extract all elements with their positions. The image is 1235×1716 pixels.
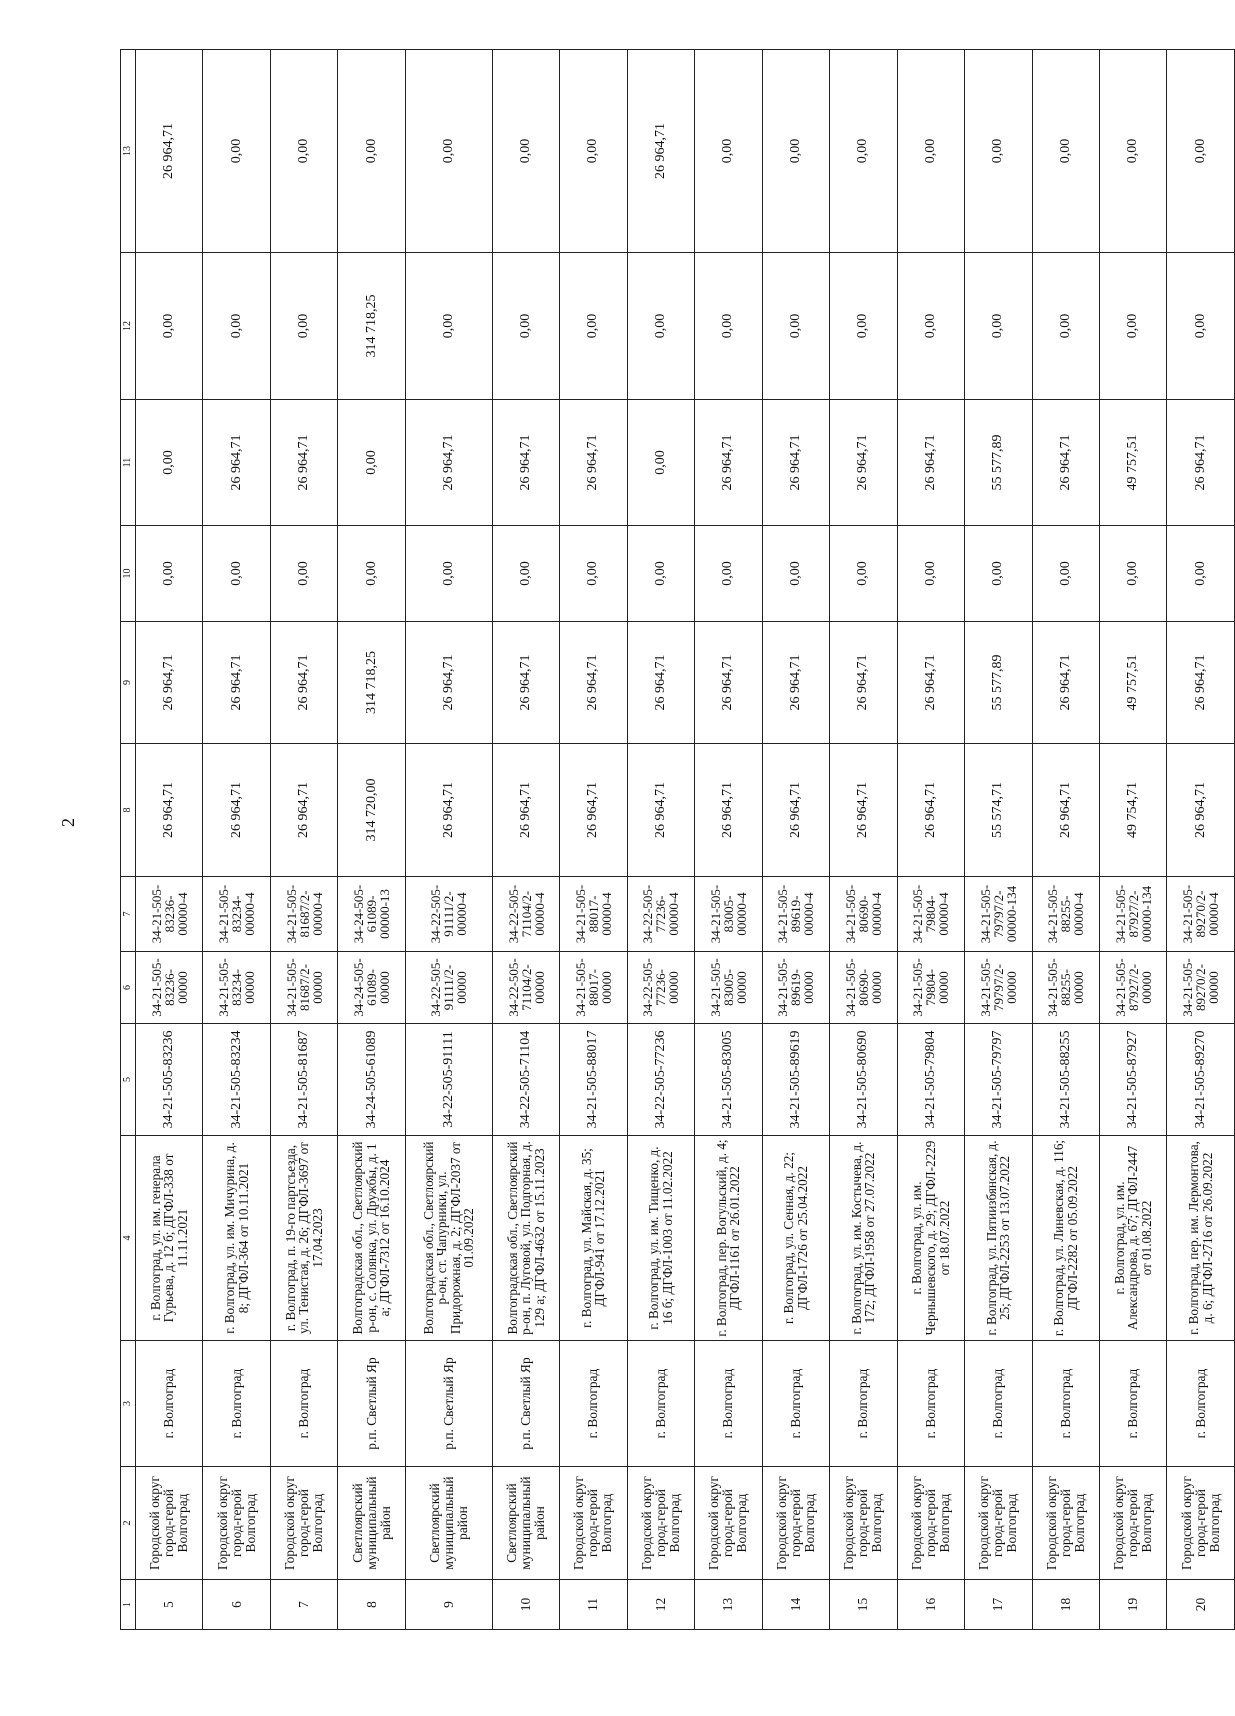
cell-code-6: 34-22-505-91111/2-00000 [405, 952, 492, 1024]
column-number-9: 9 [121, 622, 136, 744]
cell-municipality: Городской округ город-герой Волгоград [270, 1467, 337, 1580]
cell-amount-13: 0,00 [762, 50, 829, 253]
cell-code-6: 34-21-505-83236-00000 [136, 952, 203, 1024]
cell-amount-8: 26 964,71 [270, 744, 337, 877]
cell-settlement: г. Волгоград [1167, 1341, 1235, 1467]
cell-amount-8: 26 964,71 [1032, 744, 1099, 877]
cell-settlement: г. Волгоград [695, 1341, 762, 1467]
table-row [897, 50, 964, 1630]
cell-row-number: 10 [492, 1580, 559, 1630]
cell-amount-12: 0,00 [830, 253, 897, 400]
cell-amount-8: 314 720,00 [338, 744, 405, 877]
cell-amount-11: 26 964,71 [1032, 400, 1099, 526]
cell-amount-8: 26 964,71 [136, 744, 203, 877]
cell-amount-10: 0,00 [270, 526, 337, 622]
cell-municipality: Светлоярский муниципальный район [338, 1467, 405, 1580]
cell-settlement: г. Волгоград [560, 1341, 627, 1467]
table-row [203, 50, 270, 1630]
cell-row-number: 6 [203, 1580, 270, 1630]
cell-code-6: 34-21-505-87927/2-00000 [1099, 952, 1166, 1024]
cell-settlement: г. Волгоград [627, 1341, 694, 1467]
cell-amount-9: 26 964,71 [1032, 622, 1099, 744]
cell-code-6: 34-21-505-88017-00000 [560, 952, 627, 1024]
cell-code-5: 34-21-505-83234 [203, 1024, 270, 1136]
cell-address-contract: г. Волгоград, ул. Пятиизбянская, д. 25; ДГФЛ-2253 от 13.07.2022 [965, 1136, 1032, 1341]
cell-row-number: 18 [1032, 1580, 1099, 1630]
cell-amount-10: 0,00 [492, 526, 559, 622]
cell-row-number: 14 [762, 1580, 829, 1630]
cell-amount-12: 0,00 [965, 253, 1032, 400]
cell-amount-13: 0,00 [1032, 50, 1099, 253]
cell-amount-12: 0,00 [560, 253, 627, 400]
column-number-2: 2 [121, 1467, 136, 1580]
cell-amount-12: 0,00 [1167, 253, 1235, 400]
cell-code-5: 34-21-505-88017 [560, 1024, 627, 1136]
cell-municipality: Городской округ город-герой Волгоград [695, 1467, 762, 1580]
cell-code-6: 34-21-505-88255-00000 [1032, 952, 1099, 1024]
cell-amount-12: 314 718,25 [338, 253, 405, 400]
cell-municipality: Городской округ город-герой Волгоград [560, 1467, 627, 1580]
cell-amount-11: 26 964,71 [560, 400, 627, 526]
table-row [965, 50, 1032, 1630]
cell-amount-8: 26 964,71 [560, 744, 627, 877]
cell-amount-10: 0,00 [203, 526, 270, 622]
cell-amount-13: 0,00 [405, 50, 492, 253]
column-number-1: 1 [121, 1580, 136, 1630]
cell-settlement: г. Волгоград [897, 1341, 964, 1467]
cell-amount-11: 26 964,71 [695, 400, 762, 526]
cell-amount-13: 0,00 [1167, 50, 1235, 253]
data-table [120, 49, 1235, 1630]
cell-amount-10: 0,00 [965, 526, 1032, 622]
column-number-header [121, 50, 136, 1630]
cell-code-6: 34-21-505-83005-00000 [695, 952, 762, 1024]
cell-settlement: р.п. Светлый Яр [492, 1341, 559, 1467]
table-row [762, 50, 829, 1630]
cell-settlement: г. Волгоград [270, 1341, 337, 1467]
cell-code-7: 34-21-505-89270/2-00000-4 [1167, 877, 1235, 952]
cell-municipality: Городской округ город-герой Волгоград [762, 1467, 829, 1580]
cell-amount-8: 55 574,71 [965, 744, 1032, 877]
cell-code-6: 34-24-505-61089-00000 [338, 952, 405, 1024]
cell-code-7: 34-21-505-81687/2-00000-4 [270, 877, 337, 952]
cell-amount-8: 26 964,71 [203, 744, 270, 877]
cell-address-contract: г. Волгоград, пер. им. Лермонтова, д. 6; ДГФЛ-2716 от 26.09.2022 [1167, 1136, 1235, 1341]
header-row [121, 50, 136, 1630]
cell-amount-10: 0,00 [897, 526, 964, 622]
cell-amount-11: 26 964,71 [762, 400, 829, 526]
cell-amount-9: 26 964,71 [830, 622, 897, 744]
table-row [338, 50, 405, 1630]
table-body [136, 50, 1235, 1630]
table-container [120, 50, 1235, 1630]
cell-code-6: 34-21-505-81687/2-00000 [270, 952, 337, 1024]
cell-code-7: 34-22-505-91111/2-00000-4 [405, 877, 492, 952]
cell-amount-9: 26 964,71 [695, 622, 762, 744]
cell-code-7: 34-21-505-80690-00000-4 [830, 877, 897, 952]
cell-amount-13: 0,00 [492, 50, 559, 253]
table-row [627, 50, 694, 1630]
cell-amount-9: 26 964,71 [405, 622, 492, 744]
cell-code-5: 34-22-505-77236 [627, 1024, 694, 1136]
cell-code-6: 34-21-505-89619-00000 [762, 952, 829, 1024]
cell-code-7: 34-21-505-83005-00000-4 [695, 877, 762, 952]
cell-municipality: Городской округ город-герой Волгоград [627, 1467, 694, 1580]
page-number: 2 [58, 818, 78, 827]
cell-amount-10: 0,00 [627, 526, 694, 622]
cell-amount-12: 0,00 [627, 253, 694, 400]
cell-settlement: г. Волгоград [203, 1341, 270, 1467]
cell-address-contract: Волгоградская обл., Светлоярский р-он, ст. Чапурники, ул. Придорожная, д. 2; ДГФЛ-2037 от 01.09.2022 [405, 1136, 492, 1341]
column-number-8: 8 [121, 744, 136, 877]
cell-code-7: 34-22-505-77236-00000-4 [627, 877, 694, 952]
cell-code-5: 34-22-505-91111 [405, 1024, 492, 1136]
table-row [1099, 50, 1166, 1630]
cell-amount-8: 26 964,71 [762, 744, 829, 877]
cell-row-number: 13 [695, 1580, 762, 1630]
cell-row-number: 12 [627, 1580, 694, 1630]
cell-address-contract: г. Волгоград, пер. Вогульский, д. 4; ДГФЛ-1161 от 26.01.2022 [695, 1136, 762, 1341]
column-number-4: 4 [121, 1136, 136, 1341]
table-row [405, 50, 492, 1630]
cell-amount-13: 0,00 [965, 50, 1032, 253]
cell-municipality: Городской округ город-герой Волгоград [1032, 1467, 1099, 1580]
cell-code-7: 34-21-505-79804-00000-4 [897, 877, 964, 952]
column-number-13: 13 [121, 50, 136, 253]
cell-settlement: р.п. Светлый Яр [338, 1341, 405, 1467]
table-row [136, 50, 203, 1630]
column-number-3: 3 [121, 1341, 136, 1467]
cell-amount-10: 0,00 [695, 526, 762, 622]
cell-code-5: 34-21-505-87927 [1099, 1024, 1166, 1136]
cell-code-5: 34-21-505-83236 [136, 1024, 203, 1136]
cell-amount-9: 26 964,71 [627, 622, 694, 744]
cell-municipality: Городской округ город-герой Волгоград [1167, 1467, 1235, 1580]
column-number-5: 5 [121, 1024, 136, 1136]
cell-amount-11: 26 964,71 [405, 400, 492, 526]
cell-address-contract: г. Волгоград, ул. им. Костычева, д. 172; ДГФЛ-1958 от 27.07.2022 [830, 1136, 897, 1341]
table-row [560, 50, 627, 1630]
cell-code-6: 34-21-505-80690-00000 [830, 952, 897, 1024]
cell-code-5: 34-21-505-81687 [270, 1024, 337, 1136]
cell-row-number: 8 [338, 1580, 405, 1630]
cell-amount-9: 49 757,51 [1099, 622, 1166, 744]
cell-code-5: 34-24-505-61089 [338, 1024, 405, 1136]
cell-amount-12: 0,00 [695, 253, 762, 400]
cell-code-5: 34-21-505-89619 [762, 1024, 829, 1136]
cell-amount-13: 0,00 [203, 50, 270, 253]
cell-code-7: 34-21-505-79797/2-00000-134 [965, 877, 1032, 952]
cell-code-5: 34-21-505-89270 [1167, 1024, 1235, 1136]
cell-code-7: 34-21-505-87927/2-00000-134 [1099, 877, 1166, 952]
cell-amount-11: 49 757,51 [1099, 400, 1166, 526]
cell-amount-8: 26 964,71 [830, 744, 897, 877]
cell-row-number: 7 [270, 1580, 337, 1630]
cell-amount-10: 0,00 [405, 526, 492, 622]
cell-amount-9: 26 964,71 [762, 622, 829, 744]
cell-municipality: Городской округ город-герой Волгоград [830, 1467, 897, 1580]
cell-code-7: 34-24-505-61089-00000-13 [338, 877, 405, 952]
table-row [1167, 50, 1235, 1630]
cell-amount-9: 26 964,71 [136, 622, 203, 744]
cell-amount-9: 314 718,25 [338, 622, 405, 744]
cell-amount-9: 26 964,71 [560, 622, 627, 744]
cell-code-5: 34-21-505-79804 [897, 1024, 964, 1136]
cell-amount-11: 55 577,89 [965, 400, 1032, 526]
cell-code-5: 34-21-505-88255 [1032, 1024, 1099, 1136]
cell-amount-10: 0,00 [1099, 526, 1166, 622]
cell-address-contract: г. Волгоград, ул. им. Александрова, д. 67; ДГФЛ-2447 от 01.08.2022 [1099, 1136, 1166, 1341]
cell-code-5: 34-22-505-71104 [492, 1024, 559, 1136]
table-row [492, 50, 559, 1630]
cell-amount-12: 0,00 [203, 253, 270, 400]
cell-amount-11: 0,00 [338, 400, 405, 526]
cell-amount-11: 26 964,71 [270, 400, 337, 526]
cell-amount-8: 26 964,71 [1167, 744, 1235, 877]
cell-code-5: 34-21-505-83005 [695, 1024, 762, 1136]
cell-amount-11: 0,00 [136, 400, 203, 526]
cell-row-number: 9 [405, 1580, 492, 1630]
cell-amount-10: 0,00 [560, 526, 627, 622]
cell-code-7: 34-21-505-89619-00000-4 [762, 877, 829, 952]
cell-municipality: Городской округ город-герой Волгоград [203, 1467, 270, 1580]
cell-code-6: 34-21-505-83234-00000 [203, 952, 270, 1024]
cell-amount-10: 0,00 [136, 526, 203, 622]
cell-amount-8: 26 964,71 [695, 744, 762, 877]
column-number-6: 6 [121, 952, 136, 1024]
cell-code-7: 34-21-505-88255-00000-4 [1032, 877, 1099, 952]
cell-address-contract: г. Волгоград, ул. им. Чернышевского, д. 29; ДГФЛ-2229 от 18.07.2022 [897, 1136, 964, 1341]
cell-amount-13: 0,00 [1099, 50, 1166, 253]
cell-amount-11: 26 964,71 [1167, 400, 1235, 526]
cell-code-7: 34-22-505-71104/2-00000-4 [492, 877, 559, 952]
table-row [695, 50, 762, 1630]
cell-row-number: 5 [136, 1580, 203, 1630]
cell-code-6: 34-22-505-71104/2-00000 [492, 952, 559, 1024]
cell-settlement: г. Волгоград [965, 1341, 1032, 1467]
cell-amount-13: 0,00 [897, 50, 964, 253]
cell-amount-11: 26 964,71 [203, 400, 270, 526]
cell-code-6: 34-21-505-89270/2-00000 [1167, 952, 1235, 1024]
table-row [1032, 50, 1099, 1630]
cell-amount-10: 0,00 [338, 526, 405, 622]
cell-amount-8: 26 964,71 [405, 744, 492, 877]
cell-municipality: Городской округ город-герой Волгоград [965, 1467, 1032, 1580]
cell-amount-13: 0,00 [560, 50, 627, 253]
cell-row-number: 16 [897, 1580, 964, 1630]
cell-amount-12: 0,00 [1032, 253, 1099, 400]
cell-address-contract: г. Волгоград, ул. Сенная, д. 22; ДГФЛ-1726 от 25.04.2022 [762, 1136, 829, 1341]
cell-address-contract: Волгоградская обл., Светлоярский р-он, п. Луговой, ул. Подгорная, д. 129 а; ДГФЛ-4632 от 15.11.2023 [492, 1136, 559, 1341]
cell-amount-8: 49 754,71 [1099, 744, 1166, 877]
cell-municipality: Светлоярский муниципальный район [492, 1467, 559, 1580]
cell-amount-12: 0,00 [1099, 253, 1166, 400]
cell-settlement: г. Волгоград [1099, 1341, 1166, 1467]
cell-code-6: 34-21-505-79804-00000 [897, 952, 964, 1024]
cell-amount-13: 0,00 [338, 50, 405, 253]
cell-amount-9: 26 964,71 [897, 622, 964, 744]
cell-amount-10: 0,00 [1032, 526, 1099, 622]
cell-address-contract: г. Волгоград, п. 19-го партсъезда, ул. Тенистая, д. 26; ДГФЛ-3697 от 17.04.2023 [270, 1136, 337, 1341]
cell-amount-8: 26 964,71 [627, 744, 694, 877]
cell-row-number: 15 [830, 1580, 897, 1630]
cell-amount-11: 26 964,71 [830, 400, 897, 526]
cell-amount-13: 26 964,71 [136, 50, 203, 253]
cell-amount-13: 26 964,71 [627, 50, 694, 253]
rotated-page [120, 50, 1235, 1630]
cell-code-6: 34-21-505-79797/2-00000 [965, 952, 1032, 1024]
cell-address-contract: г. Волгоград, ул. Линевская, д. 116; ДГФЛ-2282 от 05.09.2022 [1032, 1136, 1099, 1341]
cell-settlement: р.п. Светлый Яр [405, 1341, 492, 1467]
cell-address-contract: г. Волгоград, ул. им. Тищенко, д. 16 б; ДГФЛ-1003 от 11.02.2022 [627, 1136, 694, 1341]
column-number-10: 10 [121, 526, 136, 622]
table-row [270, 50, 337, 1630]
cell-code-7: 34-21-505-83234-00000-4 [203, 877, 270, 952]
cell-amount-9: 55 577,89 [965, 622, 1032, 744]
cell-settlement: г. Волгоград [762, 1341, 829, 1467]
cell-municipality: Светлоярский муниципальный район [405, 1467, 492, 1580]
cell-amount-8: 26 964,71 [897, 744, 964, 877]
table-row [830, 50, 897, 1630]
cell-address-contract: Волгоградская обл., Светлоярский р-он, с. Солянка, ул. Дружбы, д. 1 а; ДГФЛ-7312 от 16.10.2024 [338, 1136, 405, 1341]
cell-row-number: 17 [965, 1580, 1032, 1630]
cell-municipality: Городской округ город-герой Волгоград [897, 1467, 964, 1580]
column-number-11: 11 [121, 400, 136, 526]
cell-amount-9: 26 964,71 [492, 622, 559, 744]
cell-municipality: Городской округ город-герой Волгоград [136, 1467, 203, 1580]
column-number-12: 12 [121, 253, 136, 400]
cell-code-6: 34-22-505-77236-00000 [627, 952, 694, 1024]
cell-code-7: 34-21-505-88017-00000-4 [560, 877, 627, 952]
cell-amount-11: 26 964,71 [897, 400, 964, 526]
cell-amount-10: 0,00 [830, 526, 897, 622]
cell-amount-11: 0,00 [627, 400, 694, 526]
column-number-7: 7 [121, 877, 136, 952]
cell-amount-12: 0,00 [270, 253, 337, 400]
cell-amount-12: 0,00 [136, 253, 203, 400]
cell-amount-9: 26 964,71 [203, 622, 270, 744]
cell-settlement: г. Волгоград [830, 1341, 897, 1467]
cell-amount-13: 0,00 [270, 50, 337, 253]
cell-amount-12: 0,00 [492, 253, 559, 400]
cell-address-contract: г. Волгоград, ул. им. генерала Гурьева, д. 12 б; ДГФЛ-338 от 11.11.2021 [136, 1136, 203, 1341]
cell-row-number: 11 [560, 1580, 627, 1630]
cell-amount-12: 0,00 [762, 253, 829, 400]
cell-amount-10: 0,00 [762, 526, 829, 622]
cell-amount-12: 0,00 [897, 253, 964, 400]
cell-code-7: 34-21-505-83236-00000-4 [136, 877, 203, 952]
cell-row-number: 20 [1167, 1580, 1235, 1630]
cell-amount-9: 26 964,71 [1167, 622, 1235, 744]
cell-settlement: г. Волгоград [136, 1341, 203, 1467]
cell-amount-8: 26 964,71 [492, 744, 559, 877]
cell-code-5: 34-21-505-79797 [965, 1024, 1032, 1136]
cell-amount-13: 0,00 [695, 50, 762, 253]
cell-amount-13: 0,00 [830, 50, 897, 253]
cell-code-5: 34-21-505-80690 [830, 1024, 897, 1136]
cell-amount-11: 26 964,71 [492, 400, 559, 526]
cell-address-contract: г. Волгоград, ул. Майская, д. 35; ДГФЛ-941 от 17.12.2021 [560, 1136, 627, 1341]
cell-amount-10: 0,00 [1167, 526, 1235, 622]
cell-amount-12: 0,00 [405, 253, 492, 400]
cell-municipality: Городской округ город-герой Волгоград [1099, 1467, 1166, 1580]
cell-address-contract: г. Волгоград, ул. им. Мичурина, д. 8; ДГФЛ-364 от 10.11.2021 [203, 1136, 270, 1341]
cell-row-number: 19 [1099, 1580, 1166, 1630]
cell-amount-9: 26 964,71 [270, 622, 337, 744]
cell-settlement: г. Волгоград [1032, 1341, 1099, 1467]
